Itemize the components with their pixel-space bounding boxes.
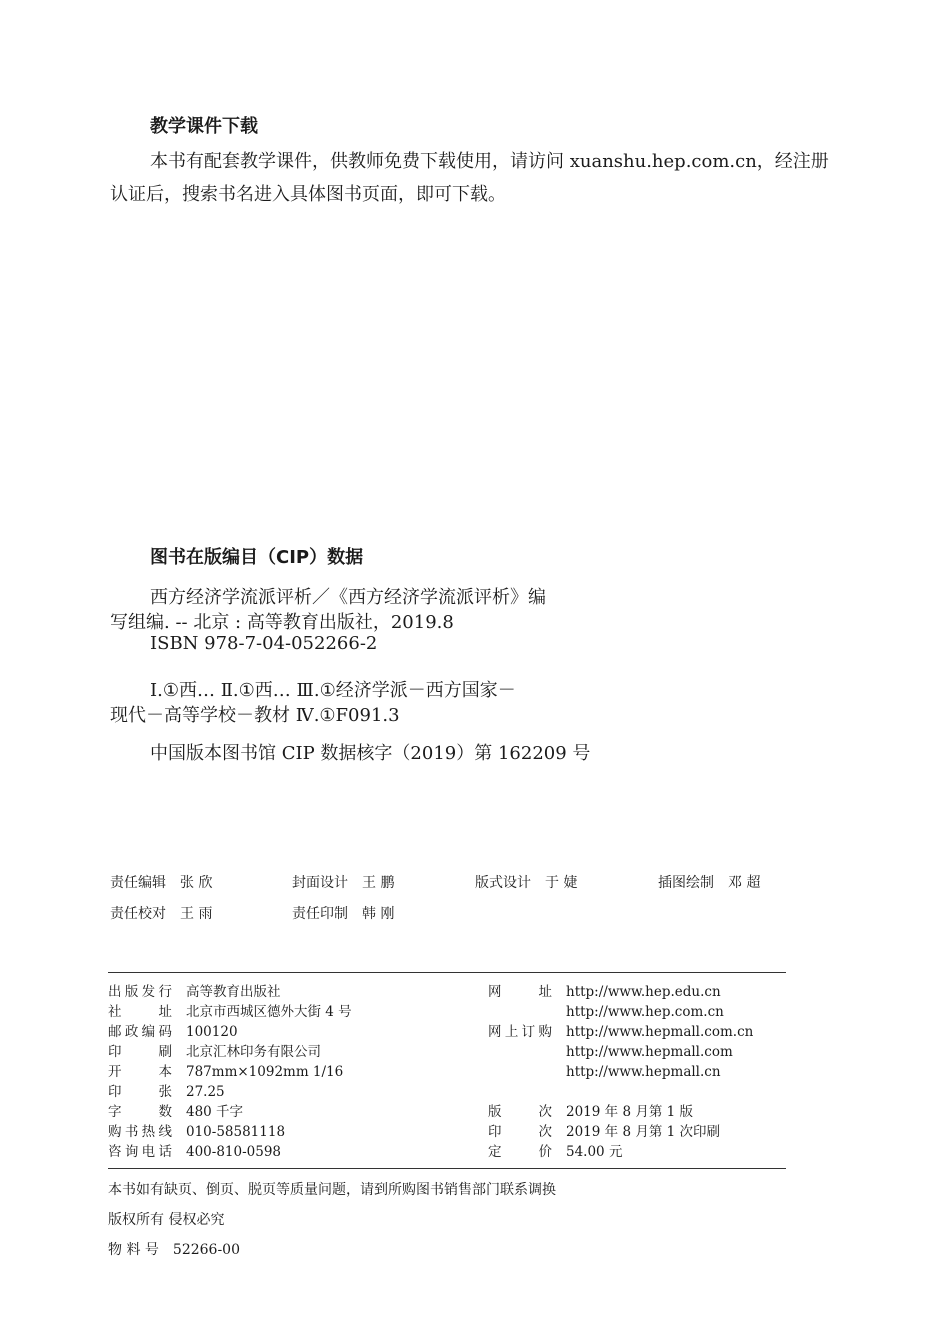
pub-row	[488, 1142, 753, 1162]
website-link[interactable]: http://www.hepmall.com.cn	[566, 1024, 754, 1040]
pub-label: 印次	[488, 1124, 552, 1140]
staff-label: 版式设计	[475, 875, 531, 891]
pub-label: 印刷	[108, 1044, 172, 1060]
pub-label: 开本	[108, 1064, 172, 1080]
copyright-notice: 版权所有 侵权必究	[108, 1212, 225, 1228]
pub-label: 印张	[108, 1084, 172, 1100]
pub-row	[108, 982, 352, 1002]
staff-label: 责任编辑	[110, 875, 166, 891]
pub-row	[488, 1122, 753, 1142]
pub-label: 版次	[488, 1104, 552, 1120]
pub-value: 高等教育出版社	[186, 984, 281, 1000]
download-text-line2: 认证后，搜索书名进入具体图书页面，即可下载。	[110, 184, 506, 205]
pub-row	[108, 1042, 352, 1062]
material-number	[108, 1239, 240, 1259]
staff-credit	[292, 872, 394, 892]
website-link[interactable]: http://www.hep.edu.cn	[566, 984, 721, 1000]
staff-credit	[475, 872, 577, 892]
material-value: 52266-00	[172, 1242, 240, 1258]
pub-label: 网址	[488, 984, 552, 1000]
staff-value: 张 欣	[180, 875, 213, 891]
pub-value: 100120	[186, 1024, 238, 1040]
staff-value: 于 婕	[545, 875, 578, 891]
pub-label: 咨询电话	[108, 1144, 172, 1160]
pub-row	[488, 1062, 753, 1082]
pub-label: 社址	[108, 1004, 172, 1020]
staff-credit	[110, 872, 212, 892]
pub-label: 字数	[108, 1104, 172, 1120]
staff-credit	[292, 903, 394, 923]
pub-label: 购书热线	[108, 1124, 172, 1140]
pub-row	[108, 1022, 352, 1042]
pub-value: 2019 年 8 月第 1 版	[566, 1104, 693, 1120]
pub-label: 邮政编码	[108, 1024, 172, 1040]
price-value: 54.00 元	[566, 1144, 623, 1160]
website-link[interactable]: http://www.hepmall.cn	[566, 1064, 721, 1080]
publisher-info-left	[108, 982, 352, 1162]
divider-bottom	[108, 1168, 786, 1169]
pub-value: 787mm×1092mm 1/16	[186, 1064, 344, 1080]
publisher-info-right	[488, 982, 753, 1162]
download-text-line1: 本书有配套教学课件，供教师免费下载使用，请访问 xuanshu.hep.com.cn，经注册	[150, 151, 829, 172]
staff-label: 封面设计	[292, 875, 348, 891]
pub-value: 480 千字	[186, 1104, 244, 1120]
pub-row	[108, 1142, 352, 1162]
pub-label: 网上订购	[488, 1024, 552, 1040]
cip-heading: 图书在版编目（CIP）数据	[150, 547, 364, 568]
cip-isbn: ISBN 978-7-04-052266-2	[150, 633, 378, 654]
cip-verification: 中国版本图书馆 CIP 数据核字（2019）第 162209 号	[150, 743, 591, 764]
pub-row	[108, 1082, 352, 1102]
pub-value: 北京市西城区德外大街 4 号	[186, 1004, 352, 1020]
material-label: 物 料 号	[108, 1242, 159, 1258]
staff-label: 责任校对	[110, 906, 166, 922]
website-link[interactable]: http://www.hepmall.com	[566, 1044, 733, 1060]
staff-value: 王 雨	[180, 906, 213, 922]
pub-row	[108, 1062, 352, 1082]
staff-credit	[110, 903, 212, 923]
staff-value: 韩 刚	[362, 906, 395, 922]
pub-label: 出版发行	[108, 984, 172, 1000]
cip-line: 现代－高等学校－教材 Ⅳ.①F091.3	[110, 705, 400, 726]
website-link[interactable]: http://www.hep.com.cn	[566, 1004, 724, 1020]
pub-row	[108, 1102, 352, 1122]
pub-label: 定价	[488, 1144, 552, 1160]
pub-value: 27.25	[186, 1084, 225, 1100]
pub-row	[488, 1042, 753, 1062]
staff-label: 插图绘制	[658, 875, 714, 891]
staff-credit	[658, 872, 760, 892]
divider-top	[108, 972, 786, 973]
staff-value: 邓 超	[728, 875, 761, 891]
download-heading: 教学课件下载	[150, 116, 258, 137]
pub-value: 北京汇林印务有限公司	[186, 1044, 321, 1060]
pub-row	[488, 1022, 753, 1042]
cip-line: 写组编. -- 北京 : 高等教育出版社，2019.8	[110, 612, 454, 633]
pub-value: 400-810-0598	[186, 1144, 282, 1160]
quality-notice: 本书如有缺页、倒页、脱页等质量问题，请到所购图书销售部门联系调换	[108, 1182, 556, 1198]
staff-label: 责任印制	[292, 906, 348, 922]
pub-row	[488, 982, 753, 1002]
staff-value: 王 鹏	[362, 875, 395, 891]
pub-value: 010-58581118	[186, 1124, 286, 1140]
pub-row	[488, 1002, 753, 1022]
cip-line: Ⅰ.①西… Ⅱ.①西… Ⅲ.①经济学派－西方国家－	[150, 680, 516, 701]
pub-row	[108, 1002, 352, 1022]
pub-value: 2019 年 8 月第 1 次印刷	[566, 1124, 720, 1140]
pub-row	[108, 1122, 352, 1142]
pub-row	[488, 1102, 753, 1122]
cip-line: 西方经济学流派评析／《西方经济学流派评析》编	[150, 587, 546, 608]
